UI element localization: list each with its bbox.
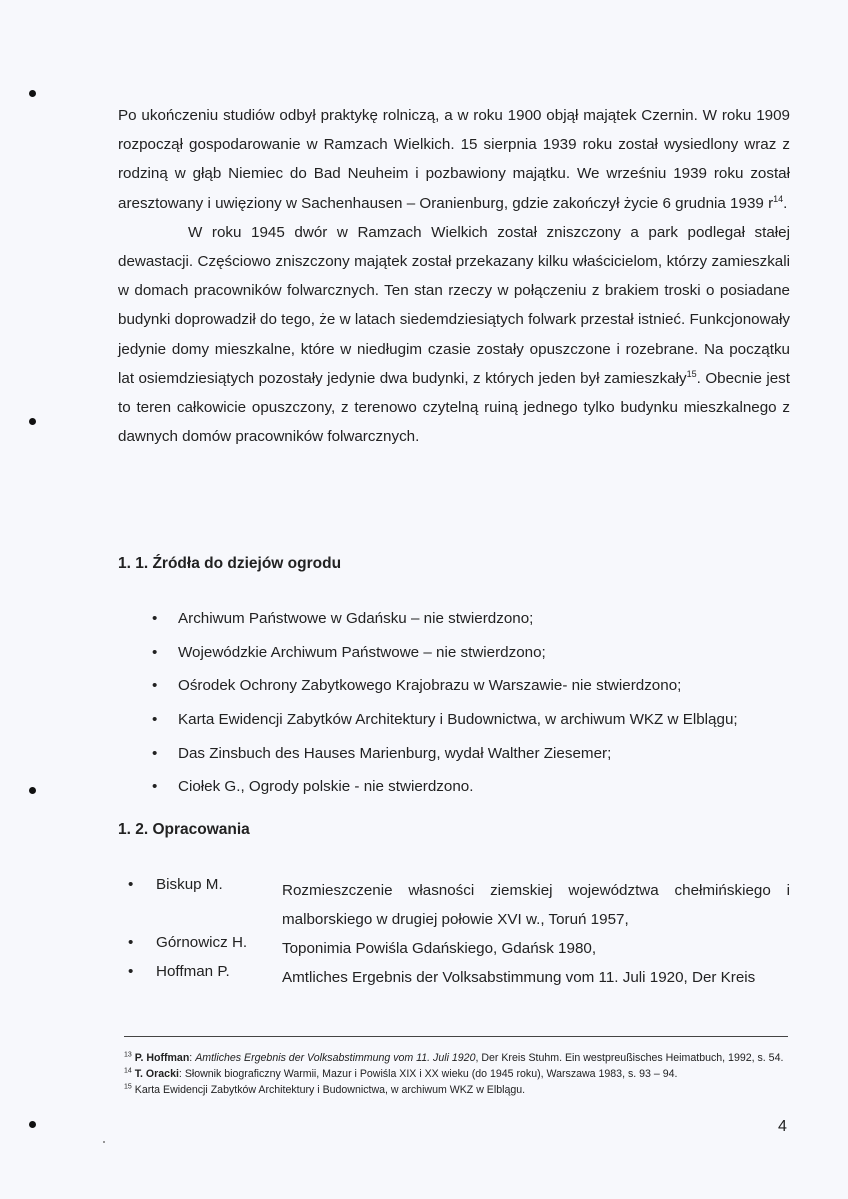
work-title: Amtliches Ergebnis der Volksabstimmung vom 11. Juli 1920, Der Kreis <box>282 969 756 986</box>
bullet: • <box>152 778 158 796</box>
list-item <box>118 876 790 934</box>
studies-list <box>118 876 790 992</box>
bullet: • <box>152 711 158 729</box>
section-heading-studies: 1. 2. Opracowania <box>118 821 250 838</box>
punch-hole-mark <box>29 787 36 794</box>
footnote-14: $^{14}$ T. Oracki: Słownik biograficzny Warmii, Mazur i Powiśla XIX i XX wieku (do 1945 roku), Warszawa 1983, s. 93 – 94. <box>124 1067 678 1080</box>
section-heading-sources: 1. 1. Źródła do dziejów ogrodu <box>118 555 342 572</box>
list-item: • Wojewódzkie Archiwum Państwowe – nie stwierdzono; <box>152 643 546 661</box>
work-author: Górnowicz H. <box>156 934 248 951</box>
paragraph-1: Po ukończeniu studiów odbył praktykę rolniczą, a w roku 1900 objął majątek Czernin. W roku 1909 rozpoczął gospodarowanie w Ramzach Wielkich. 15 sierpnia 1939 roku został wysiedlony wraz z rodziną w głąb Niemiec do Bad Neuheim i pozbawiony majątku. We wrześniu 1939 roku został aresztowany i uwięziony w Sachenhausen – Oranienburg, gdzie zakończył życie 6 grudnia 1939 $r^{14}$. <box>118 107 790 212</box>
list-item <box>118 963 790 992</box>
punch-hole-mark <box>29 90 36 97</box>
bullet: • <box>152 643 158 661</box>
punch-hole-mark <box>29 1121 36 1128</box>
paragraph-2: W roku 1945 dwór w Ramzach Wielkich został zniszczony a park podlegał stałej dewastacji. Częściowo zniszczony majątek został przekazany kilku właścicielom, którzy zamieszkali w domach pracowników folwarcznych. Ten stan rzeczy w połączeniu z brakiem troski o posiadane budynki doprowadził do tego, że w latach siedemdziesiątych folwark przestał istnieć. Funkcjonowały jedynie domy mieszkalne, które w niedługim czasie zostały opuszczone i rozebrane. Na początku lat osiemdziesiątych pozostały jedynie dwa budynki, z których jeden był zamieszkały$^{15}$. Obecnie jest to teren całkowicie opuszczony, z terenowo czytelną ruiną jednego tylko budynku mieszkalnego z dawnych domów pracowników folwarcznych. <box>118 223 790 446</box>
speck-mark <box>103 1141 105 1143</box>
work-title: Toponimia Powiśla Gdańskiego, Gdańsk 1980, <box>282 940 597 957</box>
footnotes <box>124 1050 794 1098</box>
list-item: • Karta Ewidencji Zabytków Architektury i Budownictwa, w archiwum WKZ w Elblągu; <box>152 711 738 729</box>
work-author: Biskup M. <box>156 876 223 893</box>
work-author: Hoffman P. <box>156 963 230 980</box>
list-item: • Ciołek G., Ogrody polskie - nie stwierdzono. <box>152 778 474 796</box>
list-item: • Ośrodek Ochrony Zabytkowego Krajobrazu w Warszawie- nie stwierdzono; <box>152 677 682 695</box>
list-item: • Das Zinsbuch des Hauses Marienburg, wydał Walther Ziesemer; <box>152 744 612 762</box>
bullet: • <box>152 744 158 762</box>
page-number: 4 <box>778 1118 787 1135</box>
bullet: • <box>152 677 158 695</box>
sources-list <box>118 609 790 811</box>
footnote-15: $^{15}$ Karta Ewidencji Zabytków Architektury i Budownictwa, w archiwum WKZ w Elblągu. <box>124 1083 526 1096</box>
work-title: Rozmieszczenie własności ziemskiej województwa chełmińskiego i malborskiego w drugiej połowie XVI w., Toruń 1957, <box>282 882 790 928</box>
bullet: • <box>128 876 134 893</box>
footnote-divider <box>124 1036 788 1037</box>
footnote-ref-15: 15 <box>686 368 697 379</box>
body-text <box>118 101 790 451</box>
list-item: • Archiwum Państwowe w Gdańsku – nie stwierdzono; <box>152 610 534 627</box>
footnote-13: $^{13}$ P. Hoffman: Amtliches Ergebnis der Volksabstimmung vom 11. Juli 1920, Der Kreis Stuhm. Ein westpreußisches Heimatbuch, 1992, s. 54. <box>124 1051 784 1064</box>
punch-hole-mark <box>29 418 36 425</box>
footnote-ref-14: 14 <box>773 193 784 204</box>
bullet: • <box>128 934 134 951</box>
list-item <box>118 934 790 963</box>
bullet: • <box>128 963 134 980</box>
bullet: • <box>152 610 158 627</box>
